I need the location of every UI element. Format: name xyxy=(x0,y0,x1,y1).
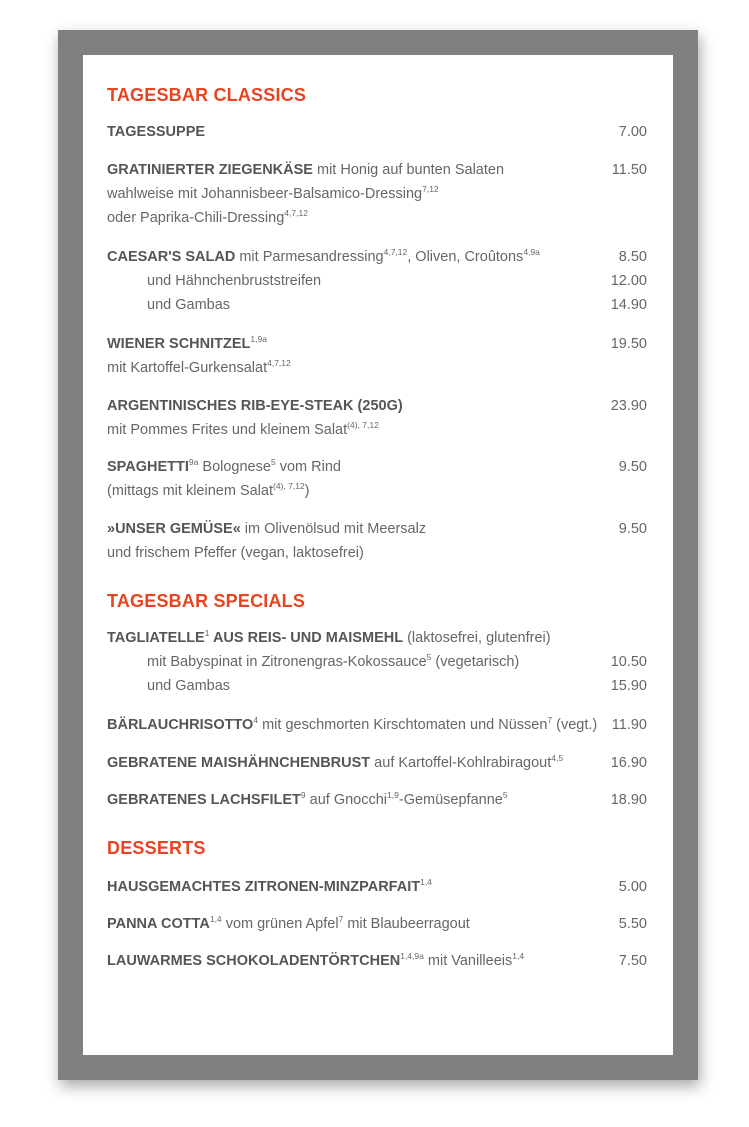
menu-item-lachsfilet xyxy=(107,788,647,812)
item-desc: vom grünen Apfel xyxy=(221,916,339,932)
item-price: 23.90 xyxy=(610,398,647,414)
allergen-note: 7 xyxy=(338,914,344,924)
item-desc: (laktosefrei, glutenfrei) xyxy=(403,630,551,646)
item-desc: (vegt.) xyxy=(552,717,598,733)
item-name: GRATINIERTER ZIEGENKÄSE xyxy=(107,162,313,178)
item-desc-line: wahlweise mit Johannisbeer-Balsamico-Dressing xyxy=(107,186,423,202)
allergen-note: 4,7,12 xyxy=(284,208,308,218)
item-price: 16.90 xyxy=(610,755,647,771)
item-name: »UNSER GEMÜSE« xyxy=(107,521,241,537)
item-name: SPAGHETTI xyxy=(107,459,189,475)
section-title-classics: TAGESBAR CLASSICS xyxy=(107,85,307,105)
item-desc-line: (mittags mit kleinem Salat xyxy=(107,483,273,499)
item-price: 10.50 xyxy=(610,654,647,670)
item-desc-line: mit Kartoffel-Gurkensalat xyxy=(107,360,268,376)
item-desc: mit Blaubeerragout xyxy=(343,916,470,932)
item-desc-line: mit Pommes Frites und kleinem Salat xyxy=(107,422,348,438)
item-price: 5.50 xyxy=(618,916,647,932)
item-name: CAESAR'S SALAD xyxy=(107,249,236,265)
allergen-note: 5 xyxy=(502,790,508,800)
menu-item-baerlauchrisotto xyxy=(107,713,647,737)
item-price: 11.50 xyxy=(611,162,647,178)
item-desc: -Gemüsepfanne xyxy=(398,792,503,808)
item-price: 9.50 xyxy=(618,459,647,475)
item-name: PANNA COTTA xyxy=(107,916,210,932)
menu-item-tagliatelle xyxy=(107,626,647,698)
menu-item-ziegenkaese xyxy=(107,158,647,230)
item-desc-end: ) xyxy=(304,483,310,499)
item-desc-line: oder Paprika-Chili-Dressing xyxy=(107,210,285,226)
allergen-note: 5 xyxy=(426,652,432,662)
item-desc: im Olivenölsud mit Meersalz xyxy=(240,521,427,537)
item-variant: und Hähnchenbruststreifen xyxy=(147,273,322,289)
menu-item-zitronen-minzparfait xyxy=(107,875,647,899)
item-name: HAUSGEMACHTES ZITRONEN-MINZPARFAIT xyxy=(107,879,421,895)
menu-card xyxy=(83,55,673,1055)
item-price: 15.90 xyxy=(610,678,647,694)
allergen-note: 1,4 xyxy=(209,914,222,924)
item-price: 11.90 xyxy=(611,717,647,733)
allergen-note: (4), 7,12 xyxy=(273,481,305,491)
menu-item-spaghetti xyxy=(107,455,647,503)
allergen-note: 9a xyxy=(188,457,199,467)
item-desc: mit Parmesandressing xyxy=(235,249,384,265)
item-desc: vom Rind xyxy=(275,459,341,475)
menu-item-maishaehnchenbrust xyxy=(107,751,647,775)
item-desc: Bolognese xyxy=(198,459,271,475)
allergen-note: 4 xyxy=(253,715,259,725)
allergen-note: 4,5 xyxy=(551,753,564,763)
menu-item-wiener-schnitzel xyxy=(107,332,647,380)
item-price: 5.00 xyxy=(618,879,647,895)
item-desc: mit Honig auf bunten Salaten xyxy=(312,162,505,178)
menu-item-panna-cotta xyxy=(107,912,647,936)
item-desc: , Oliven, Croûtons xyxy=(407,249,524,265)
menu-item-tagessuppe xyxy=(107,120,647,144)
allergen-note: 1,9 xyxy=(387,790,399,800)
item-desc: mit geschmorten Kirschtomaten und Nüssen xyxy=(258,717,548,733)
menu-item-unser-gemuese xyxy=(107,517,647,565)
allergen-note: 5 xyxy=(270,457,276,467)
allergen-note: 4,7,12 xyxy=(383,247,408,257)
allergen-note: 7,12 xyxy=(422,184,439,194)
allergen-note: 1,4 xyxy=(420,877,432,887)
section-title-desserts: DESSERTS xyxy=(107,838,206,858)
allergen-note: 1,9a xyxy=(250,334,267,344)
item-price: 7.50 xyxy=(618,953,647,969)
allergen-note: 1,4 xyxy=(512,951,525,961)
allergen-note: 1 xyxy=(204,628,210,638)
item-name: WIENER SCHNITZEL xyxy=(107,336,251,352)
item-price: 8.50 xyxy=(618,249,647,265)
menu-item-schokoladentoertchen xyxy=(107,949,647,973)
allergen-note: 7 xyxy=(547,715,553,725)
item-price: 9.50 xyxy=(618,521,647,537)
item-name: BÄRLAUCHRISOTTO xyxy=(107,717,254,733)
item-name: TAGESSUPPE xyxy=(107,124,206,140)
allergen-note: 9 xyxy=(300,790,306,800)
item-name: TAGLIATELLE xyxy=(107,630,205,646)
item-variant: und Gambas xyxy=(147,678,231,694)
item-variant: (vegetarisch) xyxy=(431,654,520,670)
item-variant: und Gambas xyxy=(147,297,231,313)
item-price: 12.00 xyxy=(610,273,647,289)
allergen-note: (4), 7,12 xyxy=(347,420,379,430)
section-title-specials: TAGESBAR SPECIALS xyxy=(107,591,306,611)
item-desc-line: und frischem Pfeffer (vegan, laktosefrei) xyxy=(107,545,364,561)
item-name: GEBRATENES LACHSFILET xyxy=(107,792,301,808)
item-name: GEBRATENE MAISHÄHNCHENBRUST xyxy=(107,755,371,771)
allergen-note: 1,4,9a xyxy=(400,951,424,961)
item-name: AUS REIS- UND MAISMEHL xyxy=(209,630,404,646)
item-variant: mit Babyspinat in Zitronengras-Kokossauce xyxy=(147,654,427,670)
allergen-note: 4,7,12 xyxy=(267,358,291,368)
item-desc: auf Gnocchi xyxy=(305,792,388,808)
allergen-note: 4,9a xyxy=(523,247,540,257)
item-price: 19.50 xyxy=(610,336,647,352)
item-name: LAUWARMES SCHOKOLADENTÖRTCHEN xyxy=(107,953,401,969)
item-price: 7.00 xyxy=(618,124,647,140)
item-desc: auf Kartoffel-Kohlrabiragout xyxy=(370,755,552,771)
menu-item-rib-eye-steak xyxy=(107,394,647,442)
item-name: ARGENTINISCHES RIB-EYE-STEAK (250G) xyxy=(107,398,403,414)
item-price: 14.90 xyxy=(610,297,647,313)
menu-item-caesar-salad xyxy=(107,245,647,317)
item-price: 18.90 xyxy=(610,792,647,808)
item-desc: mit Vanilleeis xyxy=(423,953,513,969)
